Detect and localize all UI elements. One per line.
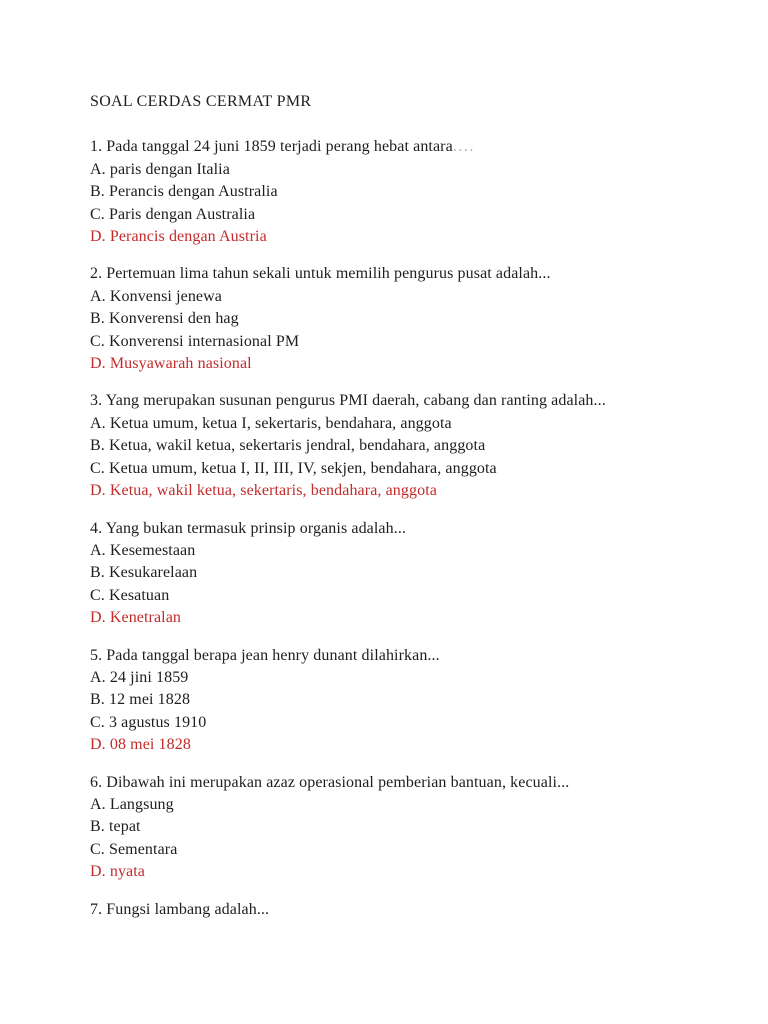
- answer-option: A. Ketua umum, ketua I, sekertaris, bendahara, anggota: [90, 414, 452, 432]
- question-text-main: 7. Fungsi lambang adalah...: [90, 900, 270, 918]
- document-title: SOAL CERDAS CERMAT PMR: [90, 93, 312, 110]
- question-text: [90, 390, 712, 412]
- answer-option-correct: D. Perancis dengan Austria: [90, 228, 267, 246]
- answer-option: C. 3 agustus 1910: [90, 713, 207, 731]
- answer-option: A. Kesemestaan: [90, 541, 196, 559]
- answer-option: B. Konverensi den hag: [90, 310, 239, 328]
- answer-option: B. Ketua, wakil ketua, sekertaris jendral, bendahara, anggota: [90, 437, 486, 455]
- question-text-main: 1. Pada tanggal 24 juni 1859 terjadi perang hebat antara: [90, 138, 453, 156]
- question-text-main: 3. Yang merupakan susunan pengurus PMI daerah, cabang dan ranting adalah...: [90, 392, 606, 410]
- question-text: [90, 263, 712, 285]
- question-text-main: 6. Dibawah ini merupakan azaz operasional pemberian bantuan, kecuali...: [90, 773, 570, 791]
- answer-option: B. 12 mei 1828: [90, 691, 191, 709]
- questions-list: [90, 136, 712, 921]
- question-text: [90, 772, 712, 794]
- question-text: [90, 645, 712, 667]
- question-text-main: 4. Yang bukan termasuk prinsip organis adalah...: [90, 519, 407, 537]
- question-text: [90, 899, 712, 921]
- question-text-main: 5. Pada tanggal berapa jean henry dunant dilahirkan...: [90, 646, 440, 664]
- answer-option-correct: D. nyata: [90, 863, 146, 881]
- answer-option: B. tepat: [90, 818, 141, 836]
- question-text: [90, 518, 712, 540]
- question-block: [90, 518, 712, 630]
- question-block: [90, 136, 712, 248]
- answer-option-correct: D. 08 mei 1828: [90, 736, 191, 754]
- question-text: [90, 136, 712, 158]
- answer-option: C. Konverensi internasional PM: [90, 332, 300, 350]
- answer-option: A. Langsung: [90, 795, 174, 813]
- answer-option-correct: D. Ketua, wakil ketua, sekertaris, bendahara, anggota: [90, 482, 437, 500]
- question-text-main: 2. Pertemuan lima tahun sekali untuk memilih pengurus pusat adalah...: [90, 265, 551, 283]
- answer-option: C. Ketua umum, ketua I, II, III, IV, sekjen, bendahara, anggota: [90, 459, 497, 477]
- question-block: [90, 263, 712, 375]
- answer-option-correct: D. Musyawarah nasional: [90, 355, 252, 373]
- answer-option: A. 24 jini 1859: [90, 668, 189, 686]
- answer-option: A. Konvensi jenewa: [90, 287, 222, 305]
- answer-option: C. Kesatuan: [90, 586, 170, 604]
- answer-option: B. Perancis dengan Australia: [90, 183, 278, 201]
- question-text-suffix: ....: [452, 138, 475, 156]
- question-block: [90, 645, 712, 757]
- question-block: [90, 899, 712, 921]
- answer-option: B. Kesukarelaan: [90, 564, 198, 582]
- answer-option: A. paris dengan Italia: [90, 160, 230, 178]
- question-block: [90, 772, 712, 884]
- answer-option-correct: D. Kenetralan: [90, 609, 182, 627]
- answer-option: C. Sementara: [90, 840, 178, 858]
- answer-option: C. Paris dengan Australia: [90, 205, 256, 223]
- question-block: [90, 390, 712, 502]
